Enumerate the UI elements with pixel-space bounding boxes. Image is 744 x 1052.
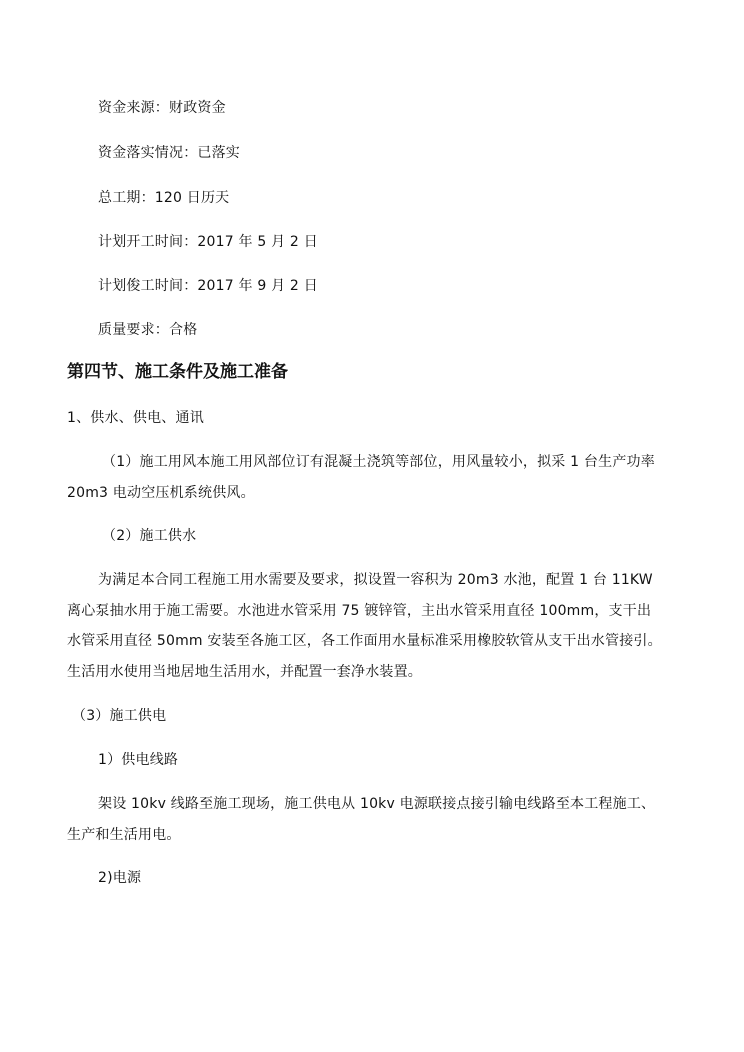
funding-source: 资金来源：财政资金 [98,100,226,116]
item-heading: （2）施工供水 [102,528,197,544]
paragraph-line: （1）施工用风本施工用风部位订有混凝土浇筑等部位，用风量较小，拟采 1 台生产功率 [102,454,655,470]
paragraph-line: 离心泵抽水用于施工需要。水池进水管采用 75 镀锌管，主出水管采用直径 100mm，支干出 [67,603,652,619]
section-title: 第四节、施工条件及施工准备 [67,362,288,382]
paragraph-line: 20m3 电动空压机系统供风。 [67,485,255,501]
item-heading: （3）施工供电 [72,708,167,724]
planned-start: 计划开工时间：2017 年 5 月 2 日 [98,234,318,250]
sub-item-heading: 2)电源 [98,870,142,886]
subsection-heading: 1、供水、供电、通讯 [67,410,204,426]
funding-status: 资金落实情况：已落实 [98,145,240,161]
paragraph-line: 架设 10kv 线路至施工现场，施工供电从 10kv 电源联接点接引输电线路至本工程施工、 [98,796,656,812]
planned-completion: 计划俊工时间：2017 年 9 月 2 日 [98,278,318,294]
paragraph-line: 生活用水使用当地居地生活用水，并配置一套净水装置。 [67,664,422,680]
quality-requirement: 质量要求：合格 [98,322,198,338]
sub-item-heading: 1）供电线路 [98,752,179,768]
total-duration: 总工期：120 日历天 [98,190,230,206]
paragraph-line: 为满足本合同工程施工用水需要及要求，拟设置一容积为 20m3 水池，配置 1 台 11KW [98,572,653,588]
paragraph-line: 水管采用直径 50mm 安装至各施工区，各工作面用水量标准采用橡胶软管从支干出水管接引。 [67,633,662,649]
paragraph-line: 生产和生活用电。 [67,827,181,843]
